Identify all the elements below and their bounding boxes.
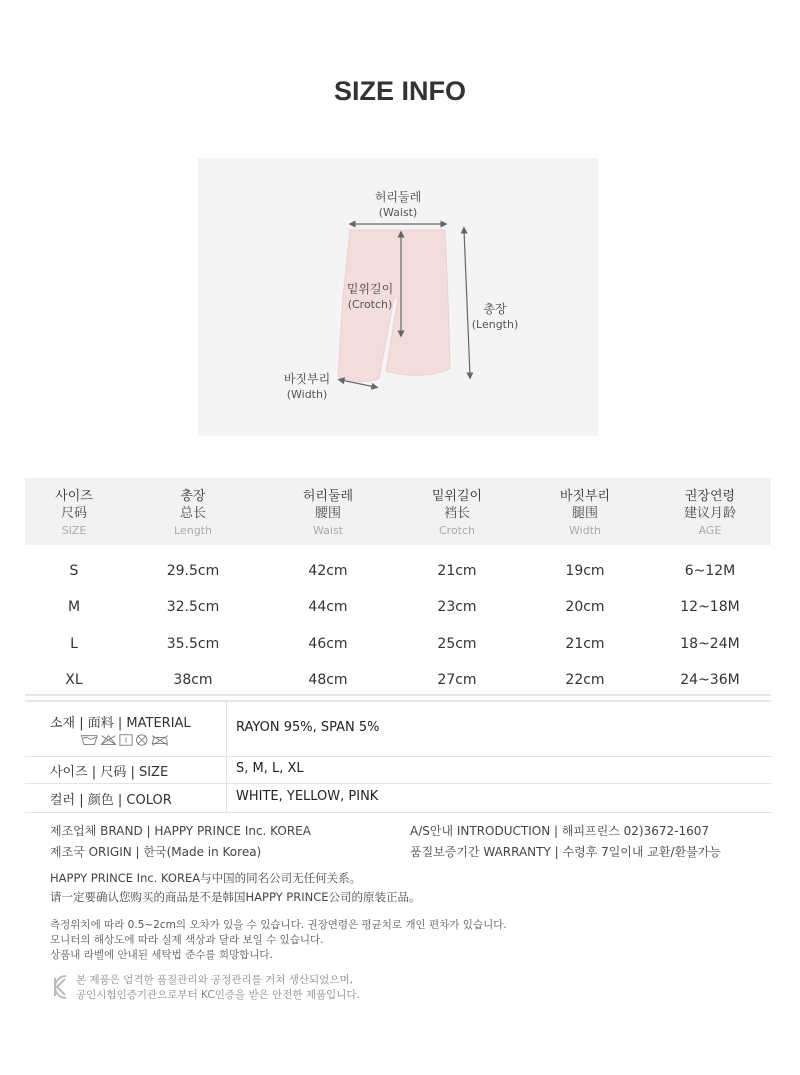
header-age: 권장연령 建议月龄 AGE <box>683 489 736 537</box>
divider <box>25 700 771 702</box>
table-cell: 25cm <box>437 635 477 652</box>
table-cell: 23cm <box>437 599 477 616</box>
table-cell: 19cm <box>565 563 605 579</box>
crotch-label: 밑위길이 (Crotch) <box>346 282 394 311</box>
table-cell: 24~36M <box>680 672 740 689</box>
table-cell: 27cm <box>437 672 477 689</box>
note-line: 측정위치에 따라 0.5~2cm의 오차가 있을 수 있습니다. 권장연령은 평균치로 개인 편차가 있습니다. <box>50 919 507 931</box>
header-width: 바짓부리 腿围 Width <box>559 489 611 537</box>
measurement-diagram <box>198 158 598 436</box>
table-cell: 21cm <box>437 563 477 579</box>
material-label: 소재 | 面料 | MATERIAL <box>50 716 191 731</box>
divider <box>25 694 771 696</box>
vertical-divider <box>226 702 227 812</box>
china-notice-2: 请一定要确认您购买的商品是不是韩国HAPPY PRINCE公司的原装正品。 <box>50 890 421 904</box>
table-cell: S <box>69 563 79 579</box>
table-cell: 42cm <box>308 563 348 579</box>
table-cell: XL <box>65 672 83 689</box>
table-cell: L <box>70 635 78 652</box>
table-cell: 21cm <box>565 635 605 652</box>
kc-note-line1: 본 제품은 엄격한 품질관리와 공정관리를 거쳐 생산되었으며, <box>76 974 353 986</box>
table-cell: 48cm <box>308 672 348 689</box>
table-cell: 32.5cm <box>166 599 220 616</box>
table-cell: 29.5cm <box>166 563 220 579</box>
table-cell: 44cm <box>308 599 348 616</box>
color-value: WHITE, YELLOW, PINK <box>236 789 379 804</box>
table-cell: 18~24M <box>680 635 740 652</box>
table-cell: 35.5cm <box>166 635 220 652</box>
table-cell: 6~12M <box>684 563 736 579</box>
table-cell: 38cm <box>173 672 213 689</box>
size-label: 사이즈 | 尺码 | SIZE <box>50 765 169 780</box>
note-line: 상품내 라벨에 안내된 세탁법 준수를 희망합니다. <box>50 949 273 961</box>
table-cell: M <box>67 599 81 616</box>
divider <box>25 756 771 757</box>
table-cell: 46cm <box>308 635 348 652</box>
care-symbols-icon <box>74 733 178 747</box>
table-row <box>25 626 771 663</box>
china-notice-1: HAPPY PRINCE Inc. KOREA与中国的同名公司无任何关系。 <box>50 871 362 885</box>
material-value: RAYON 95%, SPAN 5% <box>236 720 380 735</box>
table-cell: 20cm <box>565 599 605 616</box>
as-info: A/S안내 INTRODUCTION | 해피프린스 02)3672-1607 <box>410 824 709 838</box>
header-crotch: 밑위길이 裆长 Crotch <box>431 489 483 537</box>
kc-note-line2: 공인시험인증기관으로부터 KC인증을 받은 안전한 제품입니다. <box>76 989 360 1001</box>
brand-origin: 제조국 ORIGIN | 한국(Made in Korea) <box>50 845 262 859</box>
table-row <box>25 545 771 589</box>
page-title: SIZE INFO <box>333 76 466 106</box>
waist-label: 허리둘레 (Waist) <box>374 190 422 219</box>
width-label: 바짓부리 (Width) <box>283 372 331 401</box>
table-row <box>25 589 771 626</box>
size-table <box>25 478 771 699</box>
table-cell: 22cm <box>565 672 605 689</box>
header-length: 총장 总长 Length <box>174 489 212 537</box>
kc-mark-icon <box>48 972 70 1002</box>
color-label: 컬러 | 颜色 | COLOR <box>50 793 172 808</box>
header-size: 사이즈 尺码 SIZE <box>55 489 93 537</box>
note-line: 모니터의 해상도에 따라 실제 색상과 달라 보일 수 있습니다. <box>50 934 324 946</box>
size-value: S, M, L, XL <box>236 761 304 776</box>
table-cell: 12~18M <box>680 599 740 616</box>
warranty-info: 품질보증기간 WARRANTY | 수령후 7일이내 교환/환불가능 <box>410 845 721 859</box>
header-waist: 허리둘레 腰围 Waist <box>302 489 354 537</box>
brand-maker: 제조업체 BRAND | HAPPY PRINCE Inc. KOREA <box>50 824 311 838</box>
length-label: 총장 (Length) <box>471 302 519 331</box>
divider <box>25 783 771 784</box>
divider <box>25 812 771 813</box>
table-header-row <box>25 478 771 545</box>
